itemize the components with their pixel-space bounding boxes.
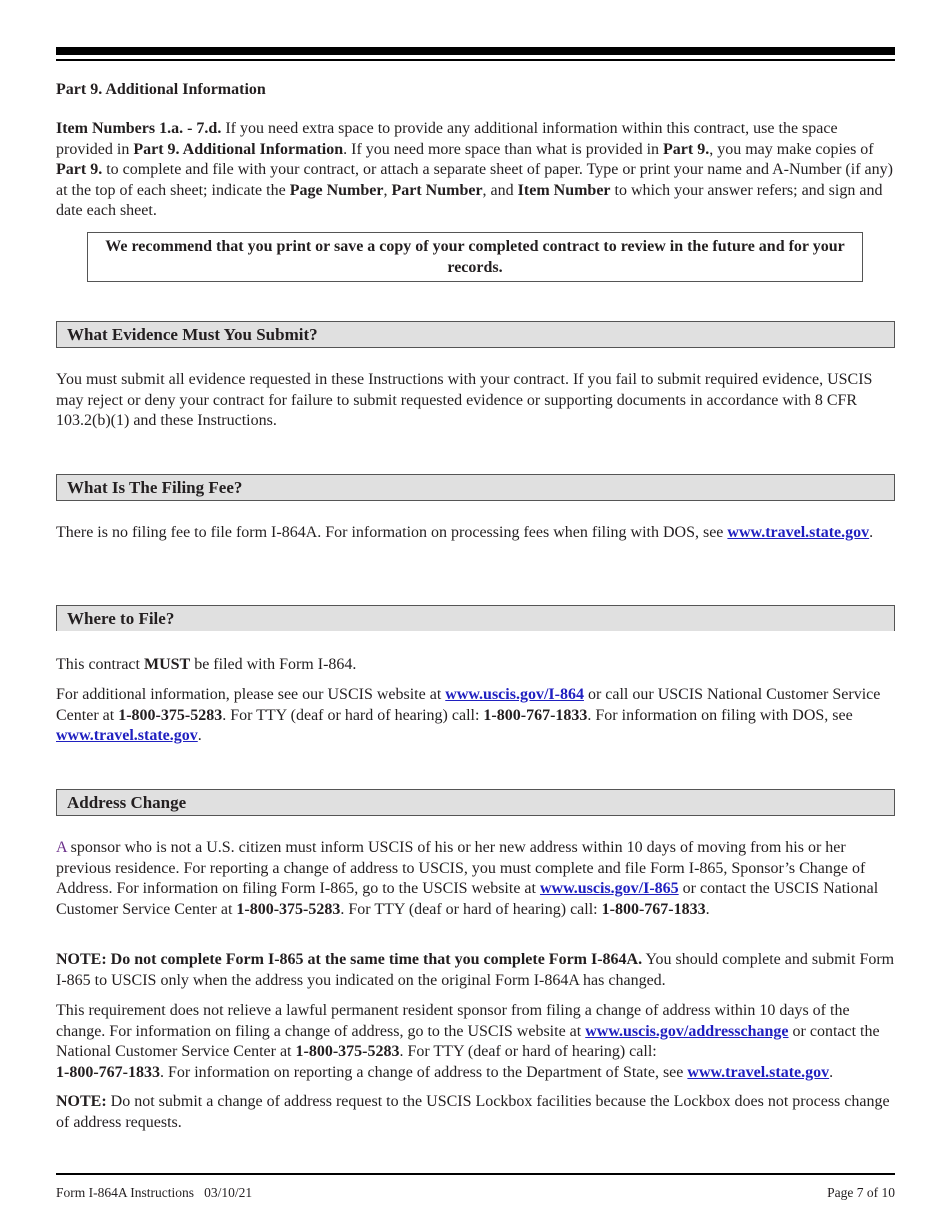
evidence-paragraph: You must submit all evidence requested in these Instructions with your contract. If you fail to submit required evidence, USCIS may reject or deny your contract for failure to submit requested evidence or supporting documents in accordance with 8 CFR 103.2(b)(1) and these Instructions.	[56, 371, 873, 429]
where-paragraph-2: For additional information, please see our USCIS website at www.uscis.gov/I-864 or call our USCIS National Customer Service Center at 1-800-375-5283. For TTY (deaf or hard of hearing) call: 1-800-767-1833. For information on filing with DOS, see www.travel.state.gov.	[56, 686, 881, 744]
filing-fee-paragraph: There is no filing fee to file form I-864A. For information on processing fees when filing with DOS, see www.travel.state.gov.	[56, 524, 874, 541]
part9-title: Part 9. Additional Information	[56, 81, 266, 98]
header-rule-thin	[56, 59, 895, 61]
uscis-i865-link[interactable]: www.uscis.gov/I-865	[539, 880, 679, 897]
address-note-lockbox: NOTE: Do not submit a change of address request to the USCIS Lockbox facilities because the Lockbox does not process change of address requests.	[56, 1093, 890, 1131]
recommend-notice-box: We recommend that you print or save a copy of your completed contract to review in the future and for your records.	[87, 232, 863, 282]
travel-state-gov-link[interactable]: www.travel.state.gov	[727, 524, 870, 541]
header-rule-thick	[56, 47, 895, 55]
address-paragraph-3: This requirement does not relieve a lawful permanent resident sponsor from filing a change of address within 10 days of the change. For information on filing a change of address, go to the USCIS website at www.uscis.gov/addresschange or contact the National Customer Service Center at 1-800-375-5283. For TTY (deaf or hard of hearing) call: 1-800-767-1833. For information on reporting a change of address to the Department of State, see www.travel.state.gov.	[56, 1002, 880, 1081]
where-paragraph-1: This contract MUST be filed with Form I-864.	[56, 656, 357, 673]
part9-paragraph: Item Numbers 1.a. - 7.d. If you need extra space to provide any additional information within this contract, use the space provided in Part 9. Additional Information. If you need more space than what is provided in Part 9., you may make copies of Part 9. to complete and file with your contract, or attach a separate sheet of paper. Type or print your name and A-Number (if any) at the top of each sheet; indicate the Page Number, Part Number, and Item Number to which your answer refers; and sign and date each sheet.	[56, 120, 893, 219]
section-heading-address-change: Address Change	[56, 789, 895, 816]
footer-page-number: Page 7 of 10	[827, 1185, 895, 1200]
uscis-i864-link[interactable]: www.uscis.gov/I-864	[445, 686, 584, 703]
section-heading-filing-fee: What Is The Filing Fee?	[56, 474, 895, 501]
travel-state-gov-link[interactable]: www.travel.state.gov	[56, 727, 198, 744]
section-heading-where-to-file: Where to File?	[56, 605, 895, 631]
address-paragraph-1: A sponsor who is not a U.S. citizen must inform USCIS of his or her new address within 10 days of moving from his or her previous residence. For reporting a change of address to USCIS, you must complete and file Form I-865, Sponsor’s Change of Address. For information on filing Form I-865, go to the USCIS website at www.uscis.gov/I-865 or contact the USCIS National Customer Service Center at 1-800-375-5283. For TTY (deaf or hard of hearing) call: 1-800-767-1833.	[56, 839, 879, 918]
footer-rule	[56, 1173, 895, 1175]
travel-state-gov-link[interactable]: www.travel.state.gov	[687, 1063, 830, 1081]
page-footer	[56, 1183, 895, 1204]
address-note-paragraph: NOTE: Do not complete Form I-865 at the same time that you complete Form I-864A. You should complete and submit Form I-865 to USCIS only when the address you indicated on the original Form I-864A has changed.	[56, 951, 895, 989]
section-heading-evidence: What Evidence Must You Submit?	[56, 321, 895, 348]
footer-form-id: Form I-864A Instructions 03/10/21	[56, 1185, 253, 1200]
uscis-addresschange-link[interactable]: www.uscis.gov/addresschange	[585, 1022, 789, 1040]
